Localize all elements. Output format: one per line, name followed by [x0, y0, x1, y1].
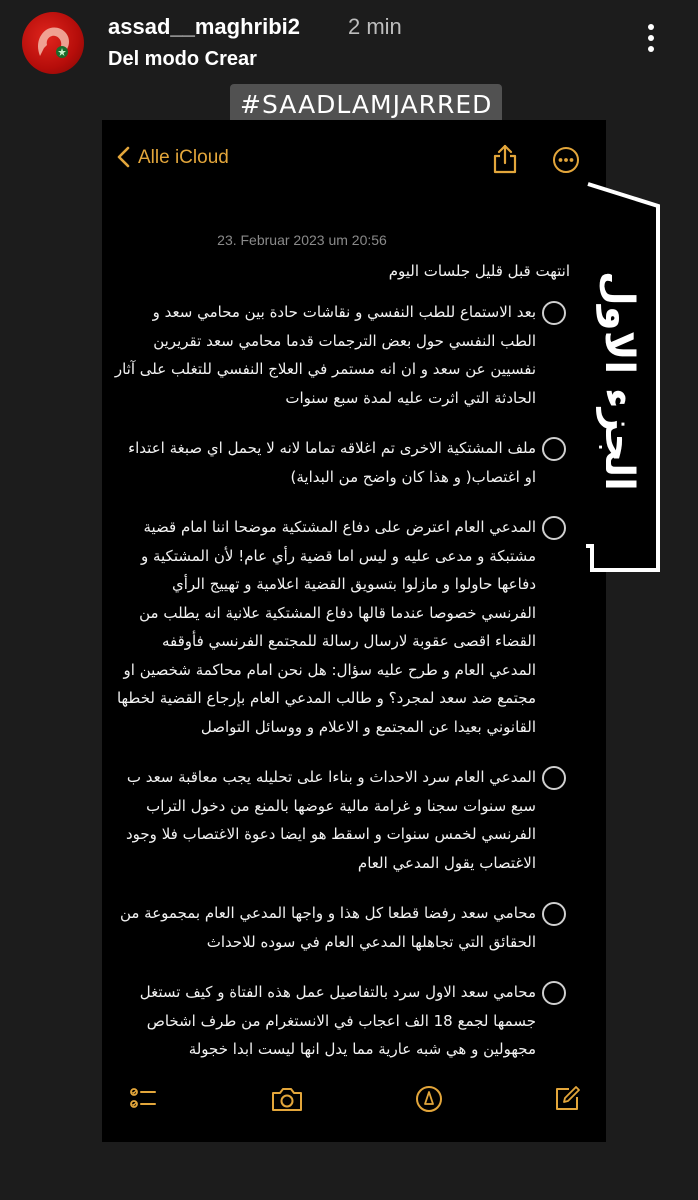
lion-logo-icon	[22, 12, 84, 74]
checkbox[interactable]	[542, 516, 566, 540]
story-subtitle: Del modo Crear	[108, 48, 257, 70]
notes-screenshot	[102, 120, 606, 1142]
compose-icon[interactable]	[552, 1084, 582, 1118]
more-vertical-icon[interactable]	[636, 20, 666, 60]
list-item-text: ملف المشتكية الاخرى تم اغلاقه تماما لانه لا يحمل اي صبغة اعتداء او اغتصاب( و هذا كان واضح من البداية)	[128, 439, 536, 486]
notes-toolbar	[102, 1084, 606, 1124]
checkbox[interactable]	[542, 766, 566, 790]
camera-icon[interactable]	[270, 1084, 304, 1118]
list-item	[114, 513, 574, 741]
avatar[interactable]	[22, 12, 84, 74]
part-one-sticker[interactable]	[578, 176, 660, 574]
username[interactable]: assad__maghribi2	[108, 14, 300, 39]
list-item-text: بعد الاستماع للطب النفسي و نقاشات حادة بين محامي سعد و الطب النفسي حول بعض الترجمات قدما محامي سعد تقريرين نفسيين عن سعد و ان انه مستمر في العلاج النفسي للتغلب على آثار الحادثة التي اثرت عليه لمدة سبع سنوات	[114, 303, 536, 407]
checklist	[114, 298, 574, 1086]
list-item	[114, 434, 574, 491]
checkbox[interactable]	[542, 301, 566, 325]
markup-pen-icon[interactable]	[414, 1084, 444, 1118]
more-circle-icon[interactable]	[552, 146, 580, 178]
list-item-text: المدعي العام سرد الاحداث و بناءا على تحليله يجب معاقبة سعد ب سبع سنوات سجنا و غرامة مالية عوضها بالمنع من دخول التراب الفرنسي لخمس سنوات و اسقط هو ايضا دعوة الاغتصاب فلا وجود الاغتصاب يقول المدعي العام	[125, 768, 536, 872]
checkbox[interactable]	[542, 437, 566, 461]
back-label: Alle iCloud	[138, 146, 229, 168]
list-item	[114, 298, 574, 412]
checklist-icon[interactable]	[128, 1084, 158, 1118]
note-intro: انتهت قبل قليل جلسات اليوم	[388, 262, 570, 280]
list-item	[114, 978, 574, 1064]
list-item	[114, 899, 574, 956]
share-icon[interactable]	[492, 144, 518, 178]
note-date: 23. Februar 2023 um 20:56	[217, 232, 387, 248]
list-item-text: محامي سعد رفضا قطعا كل هذا و واجها المدعي العام بمجموعة من الحقائق التي تجاهلها المدعي العام في سوده للاحداث	[119, 904, 536, 951]
hashtag-sticker[interactable]: #SAADLAMJARRED	[230, 84, 502, 126]
checkbox[interactable]	[542, 981, 566, 1005]
timestamp: 2 min	[348, 14, 402, 39]
story-header	[0, 0, 698, 90]
chevron-left-icon	[116, 146, 130, 169]
list-item-text: محامي سعد الاول سرد بالتفاصيل عمل هذه الفتاة و كيف تستغل جسمها لجمع 18 الف اعجاب في الانستغرام من طرف اشخاص مجهولين و هي شبه عارية مما يدل انها ليست ابدا خجولة	[139, 983, 536, 1058]
back-button[interactable]	[116, 146, 229, 169]
list-item	[114, 763, 574, 877]
checkbox[interactable]	[542, 902, 566, 926]
list-item-text: المدعي العام اعترض على دفاع المشتكية موضحا اننا امام قضية مشتبكة و مدعى عليه و ليس اما قضية رأي عام! لأن المشتكية و دفاعها حاولوا و مازلوا بتسويق القضية اعلامية و تهييج الرأي الفرنسي خصوصا عندما قالها دفاع المشتكية علانية انه يطلب من القضاء اقصى عقوبة لارسال رسالة للمجتمع الفرنسي فأوقفه المدعي العام و طرح عليه سؤال: هل نحن امام محاكمة شخصين او مجتمع ضد سعد لمجرد؟ و طالب المدعي العام بإرجاع القضية لخطها القانوني بعيدا عن المجتمع و الاعلام و ووسائل التواصل	[116, 518, 536, 736]
sticker-text: الجزء الاول	[596, 271, 642, 491]
